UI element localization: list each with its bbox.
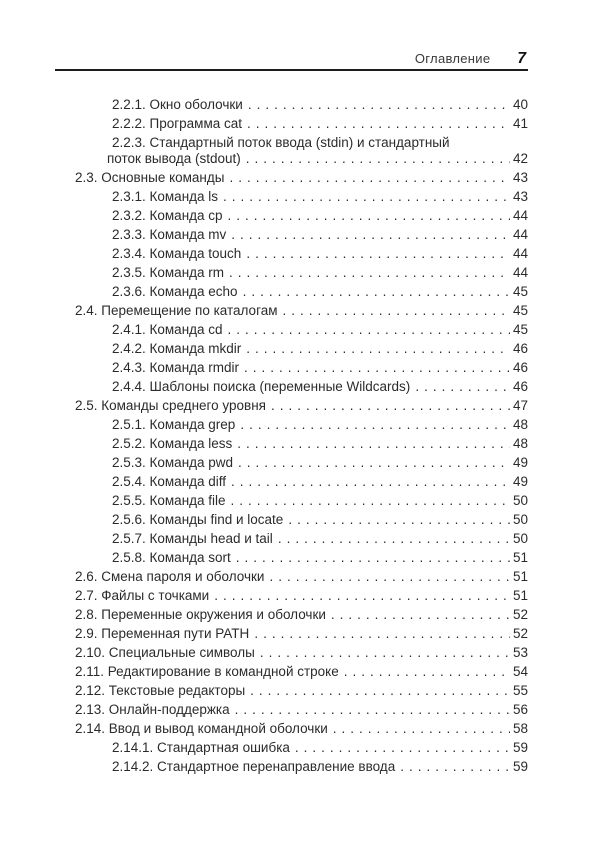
toc-entry-text: 2.3.3. Команда mv [112, 227, 227, 242]
toc-entry-text: 2.5.1. Команда grep [112, 417, 236, 432]
toc-entry-text: 2.2.1. Окно оболочки [112, 97, 243, 112]
toc-entry [55, 360, 528, 379]
toc-entry-page: 50 [512, 512, 528, 527]
toc-entry [55, 531, 528, 550]
toc-entry-text: 2.14.2. Стандартное перенаправление ввода [112, 759, 396, 774]
toc-entry-page: 58 [512, 721, 528, 736]
dot-leader [214, 588, 510, 603]
dot-leader [237, 436, 510, 451]
toc-entry-text: 2.10. Специальные символы [75, 645, 255, 660]
dot-leader [288, 512, 510, 527]
toc-entry-text: 2.3.1. Команда ls [112, 189, 219, 204]
dot-leader [243, 284, 510, 299]
dot-leader [223, 189, 510, 204]
toc-entry-page: 48 [512, 436, 528, 451]
toc-entry [55, 265, 528, 284]
toc-entry-page: 51 [512, 550, 528, 565]
toc-entry-text: 2.5.2. Команда less [112, 436, 233, 451]
toc-entry-page: 54 [512, 664, 528, 679]
toc-entry-page: 51 [512, 569, 528, 584]
dot-leader [278, 531, 510, 546]
dot-leader [295, 740, 510, 755]
toc-entry-text: 2.7. Файлы с точками [75, 588, 210, 603]
dot-leader [246, 341, 510, 356]
toc-entry [55, 116, 528, 135]
toc-entry-text: 2.8. Переменные окружения и оболочки [75, 607, 326, 622]
dot-leader [238, 455, 510, 470]
toc-entry-page: 45 [512, 322, 528, 337]
dot-leader [231, 474, 510, 489]
toc-entry [55, 626, 528, 645]
toc-entry-page: 55 [512, 683, 528, 698]
page-number: 7 [517, 50, 526, 67]
dot-leader [254, 626, 510, 641]
toc-entry [55, 208, 528, 227]
toc-entry-text: 2.3.4. Команда touch [112, 246, 242, 261]
toc-entry-text: 2.5.5. Команда file [112, 493, 226, 508]
dot-leader [231, 227, 510, 242]
toc-entry-page: 50 [512, 493, 528, 508]
toc-entry [55, 322, 528, 341]
toc-entry [55, 417, 528, 436]
dot-leader [246, 151, 510, 166]
toc-entry-page: 45 [512, 284, 528, 299]
dot-leader [344, 664, 510, 679]
header-rule [55, 69, 528, 71]
toc-entry-page: 44 [512, 208, 528, 223]
toc-entry [55, 607, 528, 626]
toc-entry-text: 2.5.3. Команда pwd [112, 455, 234, 470]
toc-entry [55, 493, 528, 512]
toc-entry-text-continued: поток вывода (stdout) [107, 151, 241, 166]
toc-entry [55, 436, 528, 455]
toc-entry-text: 2.5.7. Команды head и tail [112, 531, 273, 546]
dot-leader [260, 645, 510, 660]
dot-leader [236, 550, 510, 565]
toc-entry-text: 2.6. Смена пароля и оболочки [75, 569, 265, 584]
toc-entry-page: 44 [512, 227, 528, 242]
toc-entry-page: 53 [512, 645, 528, 660]
dot-leader [228, 208, 510, 223]
dot-leader [228, 322, 510, 337]
toc-entry-page: 40 [512, 97, 528, 112]
toc-entry [55, 97, 528, 116]
toc-entry [55, 721, 528, 740]
dot-leader [244, 360, 510, 375]
toc-entry-page: 42 [512, 151, 528, 166]
dot-leader [271, 398, 510, 413]
toc-entry-page: 46 [512, 341, 528, 356]
toc-entry [55, 379, 528, 398]
toc-entry [55, 512, 528, 531]
toc-entry [55, 341, 528, 360]
toc-entry-page: 52 [512, 607, 528, 622]
toc-entry-page: 43 [512, 189, 528, 204]
toc-entry [55, 246, 528, 265]
toc-entry [55, 588, 528, 607]
toc-entry-page: 56 [512, 702, 528, 717]
toc-entry [55, 683, 528, 702]
toc-entry-text: 2.9. Переменная пути PATH [75, 626, 250, 641]
dot-leader [229, 170, 510, 185]
running-head-title: Оглавление [414, 51, 491, 66]
toc-entry [55, 284, 528, 303]
toc-entry-text: 2.5.4. Команда diff [112, 474, 227, 489]
toc-entry-page: 44 [512, 246, 528, 261]
toc-entry-text: 2.12. Текстовые редакторы [75, 683, 246, 698]
dot-leader [247, 116, 510, 131]
toc-entry [55, 664, 528, 683]
dot-leader [246, 246, 510, 261]
toc-entry-text: 2.4. Перемещение по каталогам [75, 303, 278, 318]
toc-entry [55, 550, 528, 569]
toc-entry-text: 2.4.2. Команда mkdir [112, 341, 242, 356]
toc-entry-text: 2.4.3. Команда rmdir [112, 360, 240, 375]
toc-list [55, 97, 528, 778]
toc-entry-page: 49 [512, 455, 528, 470]
toc-entry-text: 2.3. Основные команды [75, 170, 225, 185]
toc-entry [55, 569, 528, 588]
toc-entry-page: 51 [512, 588, 528, 603]
toc-entry-page: 52 [512, 626, 528, 641]
toc-entry [55, 398, 528, 417]
dot-leader [269, 569, 510, 584]
toc-entry-text: 2.4.4. Шаблоны поиска (переменные Wildcards) [112, 379, 411, 394]
toc-entry-page: 48 [512, 417, 528, 432]
toc-entry-text: 2.13. Онлайн-поддержка [75, 702, 230, 717]
dot-leader [235, 702, 510, 717]
toc-entry-text: 2.5. Команды среднего уровня [75, 398, 266, 413]
toc-entry [55, 474, 528, 493]
toc-entry-page: 46 [512, 379, 528, 394]
toc-entry [55, 759, 528, 778]
toc-entry-text: 2.3.5. Команда rm [112, 265, 225, 280]
toc-entry-text: 2.5.8. Команда sort [112, 550, 231, 565]
toc-entry [55, 227, 528, 246]
dot-leader [400, 759, 510, 774]
dot-leader [229, 265, 510, 280]
toc-entry-text: 2.14. Ввод и вывод командной оболочки [75, 721, 328, 736]
dot-leader [240, 417, 510, 432]
dot-leader [231, 493, 510, 508]
toc-entry-page: 43 [512, 170, 528, 185]
toc-entry-page: 49 [512, 474, 528, 489]
toc-entry [55, 170, 528, 189]
toc-entry-text: 2.3.2. Команда cp [112, 208, 223, 223]
toc-entry [55, 303, 528, 322]
dot-leader [282, 303, 509, 318]
toc-entry [55, 740, 528, 759]
toc-entry [55, 702, 528, 721]
toc-entry-page: 41 [512, 116, 528, 131]
toc-entry-page: 59 [512, 740, 528, 755]
toc-entry-text: 2.5.6. Команды find и locate [112, 512, 284, 527]
toc-entry-text: 2.4.1. Команда cd [112, 322, 223, 337]
toc-entry-text: 2.14.1. Стандартная ошибка [112, 740, 290, 755]
toc-entry-page: 44 [512, 265, 528, 280]
dot-leader [415, 379, 510, 394]
toc-entry-text: 2.2.2. Программа cat [112, 116, 243, 131]
toc-entry-text: 2.3.6. Команда echo [112, 284, 238, 299]
dot-leader [333, 721, 510, 736]
toc-entry [55, 455, 528, 474]
toc-entry-text: 2.2.3. Стандартный поток ввода (stdin) и стандартный [112, 135, 450, 150]
toc-entry [55, 135, 528, 170]
toc-entry-page: 45 [512, 303, 528, 318]
running-head [415, 50, 526, 68]
dot-leader [331, 607, 510, 622]
toc-entry-text: 2.11. Редактирование в командной строке [75, 664, 339, 679]
dot-leader [248, 97, 510, 112]
dot-leader [250, 683, 510, 698]
toc-entry [55, 189, 528, 208]
toc-entry-page: 50 [512, 531, 528, 546]
toc-entry [55, 645, 528, 664]
toc-entry-page: 59 [512, 759, 528, 774]
toc-entry-page: 46 [512, 360, 528, 375]
toc-entry-page: 47 [512, 398, 528, 413]
